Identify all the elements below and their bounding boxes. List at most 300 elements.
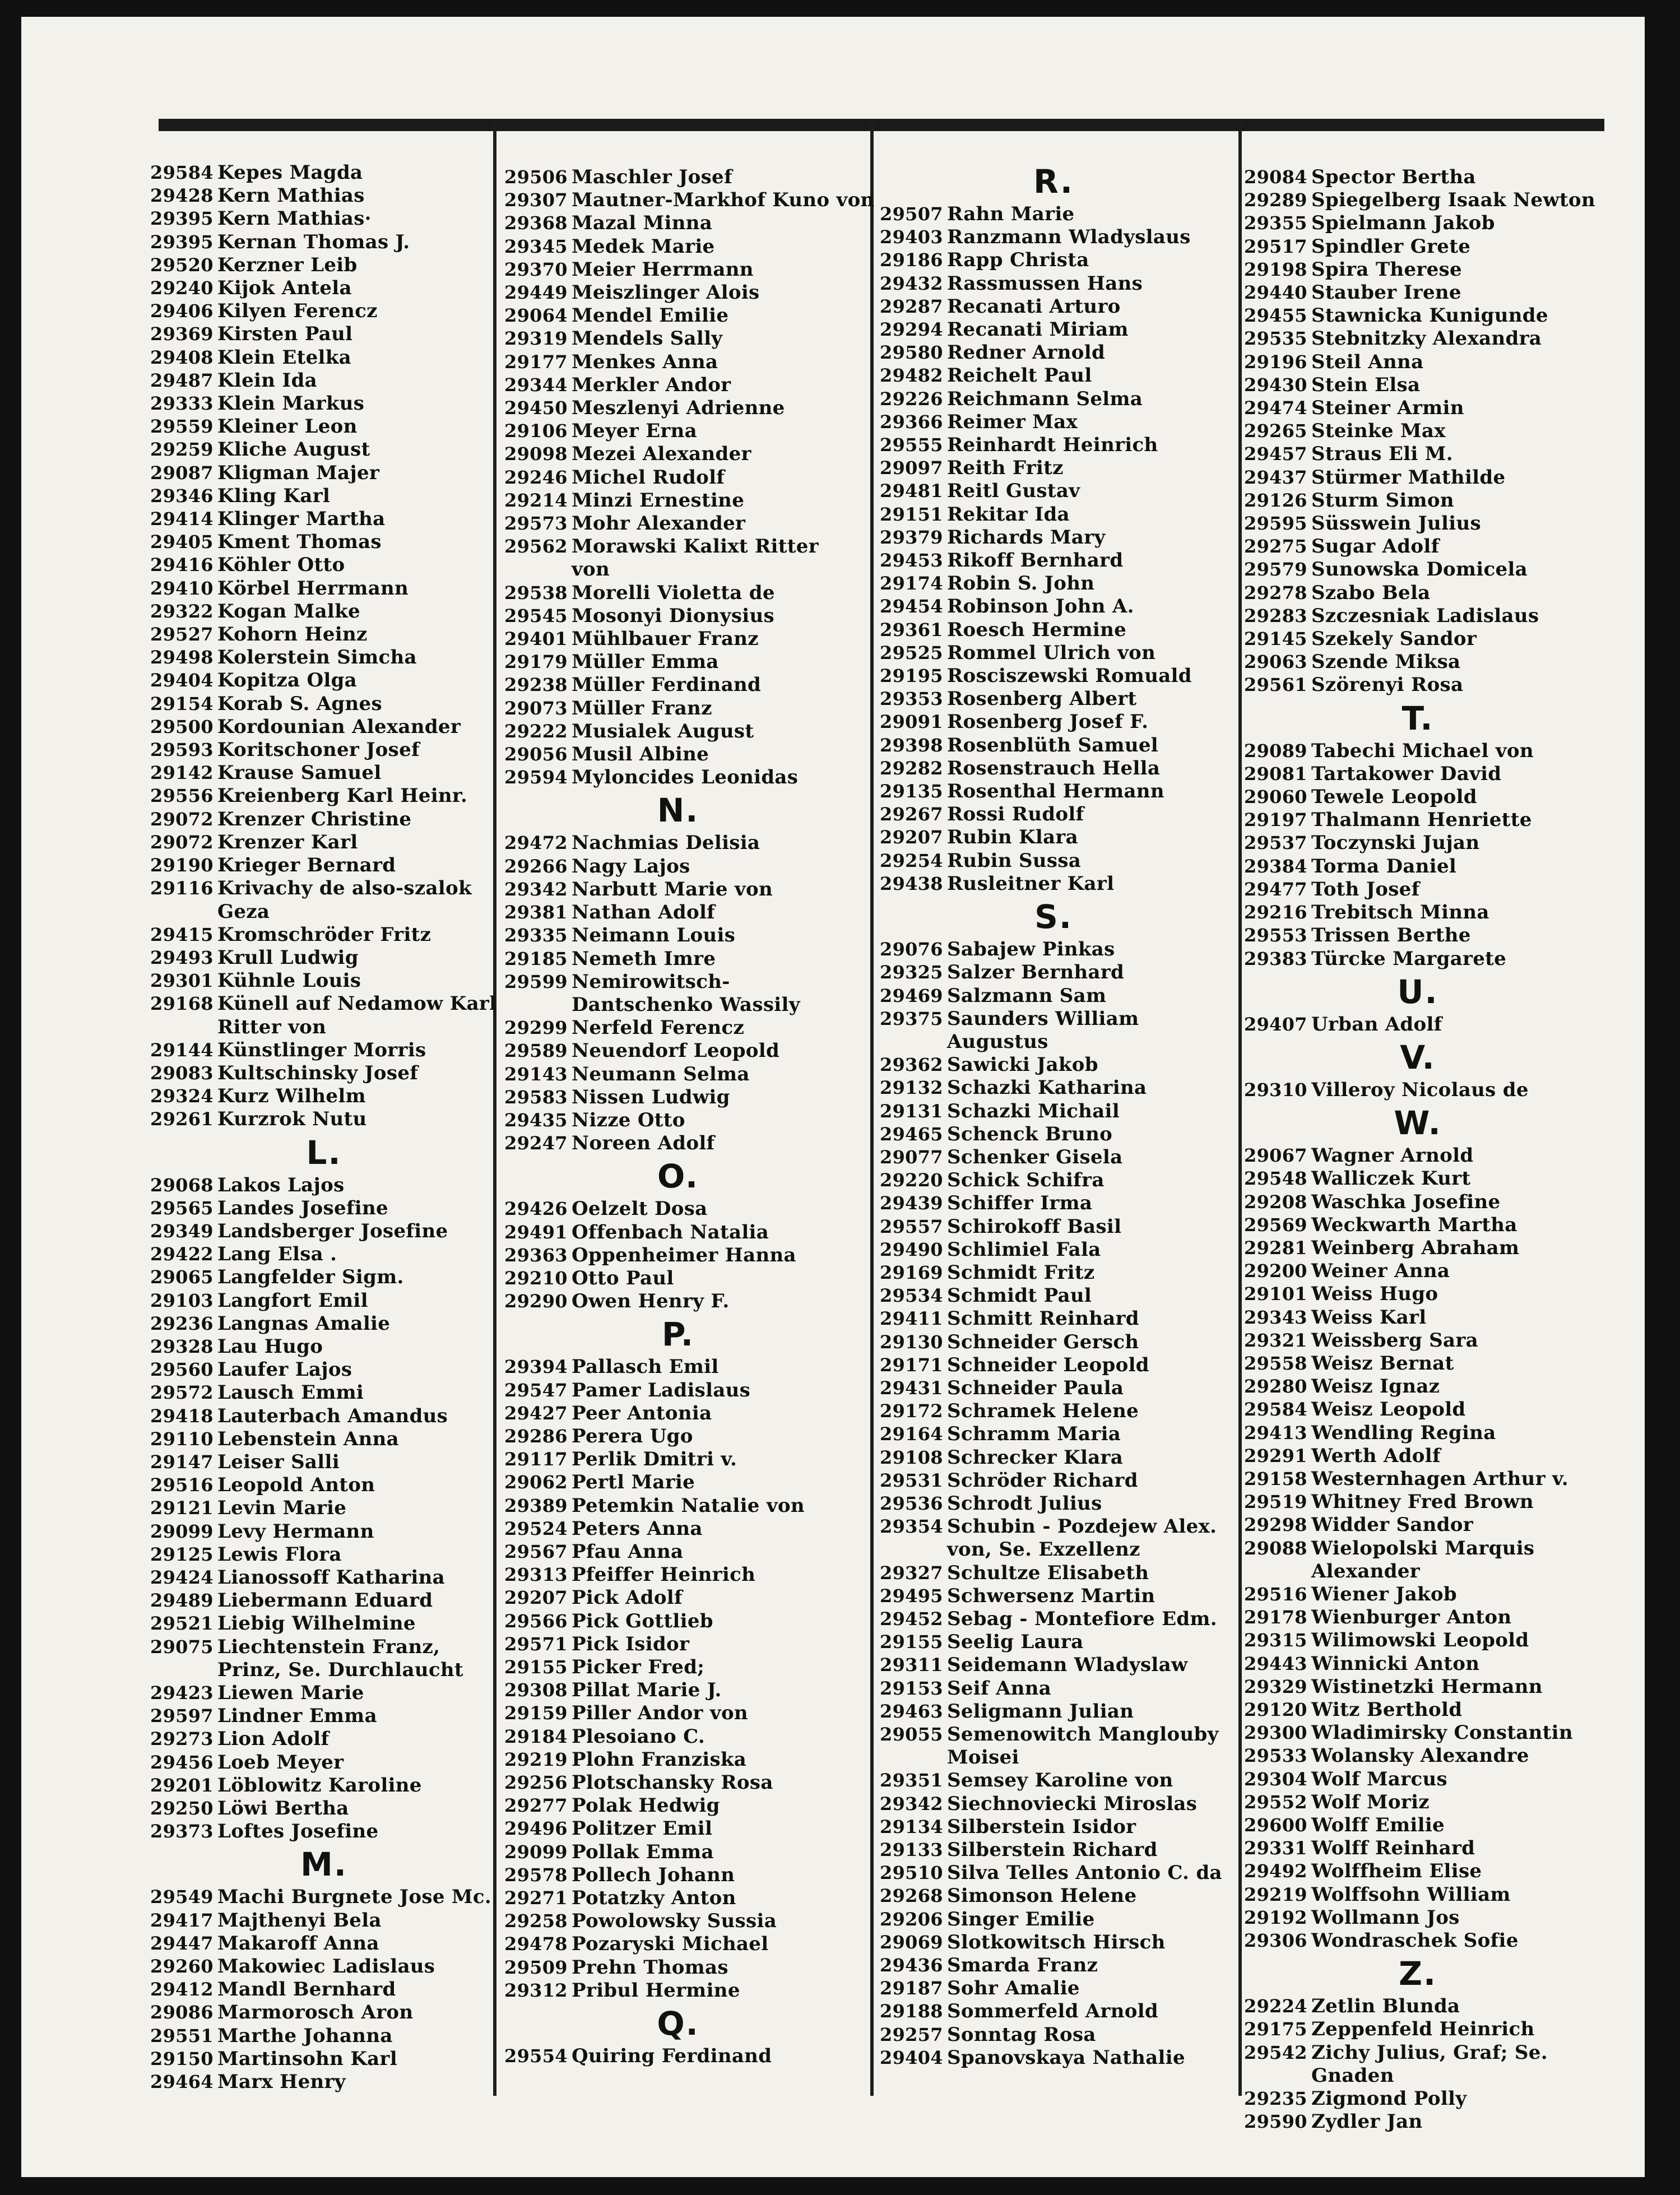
entry-number: 29083: [150, 1062, 214, 1084]
entry-name: Silberstein Richard: [947, 1839, 1158, 1862]
entry-name: Lausch Emmi: [217, 1381, 364, 1404]
list-entry: [880, 1723, 1227, 1769]
list-entry: [880, 503, 1227, 526]
entry-name: Wolf Moriz: [1311, 1790, 1430, 1813]
list-entry: [504, 1633, 852, 1656]
entry-number: 29091: [880, 711, 943, 733]
entry-number: 29067: [1244, 1145, 1307, 1167]
entry-number: 29536: [880, 1492, 943, 1514]
entry-name: Kühnle Louis: [217, 969, 361, 992]
list-entry: [880, 1885, 1227, 1908]
entry-name: Kopitza Olga: [217, 669, 357, 692]
entry-name: Tewele Leopold: [1311, 786, 1477, 809]
entry-name: Morelli Violetta de: [572, 581, 775, 604]
list-entry: [1244, 466, 1591, 489]
list-entry: [1244, 1013, 1591, 1036]
list-entry: [1244, 489, 1591, 512]
entry-number: 29496: [504, 1818, 568, 1840]
entry-name: Schneider Paula: [947, 1376, 1124, 1399]
entry-name: Leiser Salli: [217, 1450, 340, 1473]
entry-number: 29453: [880, 550, 943, 572]
entry-number: 29567: [504, 1540, 568, 1562]
entry-name: Westernhagen Arthur v.: [1311, 1467, 1568, 1490]
entry-number: 29062: [504, 1472, 568, 1493]
entry-name: Kepes Magda: [217, 161, 363, 184]
list-entry: [150, 1520, 498, 1543]
list-entry: [150, 2025, 498, 2048]
list-entry: [880, 985, 1227, 1008]
entry-name: Nagy Lajos: [572, 855, 690, 878]
entry-number: 29521: [150, 1613, 214, 1635]
list-entry: [504, 1402, 852, 1425]
list-entry: [880, 388, 1227, 411]
list-entry: [1244, 1514, 1591, 1537]
entry-number: 29406: [150, 300, 214, 322]
entry-number: 29599: [504, 971, 568, 992]
entry-number: 29401: [504, 628, 568, 650]
list-entry: [150, 1886, 498, 1909]
entry-name: Plesoiano C.: [572, 1725, 706, 1748]
entry-name: Kreienberg Karl Heinr.: [217, 785, 468, 808]
list-entry: [880, 1238, 1227, 1261]
entry-number: 29266: [504, 855, 568, 877]
entry-name: Waschka Josefine: [1311, 1190, 1501, 1213]
section-letter: S.: [1034, 898, 1073, 936]
entry-name: Robin S. John: [947, 572, 1095, 595]
entry-number: 29438: [880, 873, 943, 894]
entry-name: Rahn Marie: [947, 203, 1075, 225]
entry-name: Reichelt Paul: [947, 364, 1092, 387]
list-entry: [504, 1379, 852, 1402]
list-entry: [880, 526, 1227, 549]
entry-name: Wolffsohn William: [1311, 1883, 1511, 1906]
list-entry: [880, 642, 1227, 665]
list-entry: [1244, 1375, 1591, 1398]
list-entry: [504, 1425, 852, 1448]
entry-number: 29487: [150, 369, 214, 391]
list-entry: [504, 1086, 852, 1109]
entry-number: 29081: [1244, 763, 1307, 785]
list-entry: [504, 1471, 852, 1494]
list-entry: [504, 512, 852, 535]
list-entry: [504, 1864, 852, 1887]
entry-number: 29298: [1244, 1514, 1307, 1536]
entry-name: Toth Josef: [1311, 878, 1420, 901]
entry-number: 29342: [880, 1793, 943, 1815]
entry-name: Michel Rudolf: [572, 466, 725, 489]
entry-name: Polak Hedwig: [572, 1794, 720, 1817]
entry-number: 29164: [880, 1423, 943, 1445]
entry-number: 29554: [504, 2045, 568, 2067]
entry-name: Rosenthal Hermann: [947, 780, 1164, 803]
entry-name: Schrodt Julius: [947, 1492, 1102, 1515]
section-letter: R.: [1033, 163, 1074, 201]
entry-name: Lindner Emma: [217, 1705, 377, 1728]
entry-name: Schmitt Reinhard: [947, 1307, 1139, 1330]
entry-name: Makowiec Ladislaus: [217, 1955, 435, 1978]
entry-name: Marx Henry: [217, 2071, 346, 2094]
entry-name: Nemeth Imre: [572, 947, 716, 970]
list-entry: [504, 1725, 852, 1748]
entry-number: 29214: [504, 489, 568, 511]
entry-name: Körbel Herrmann: [217, 577, 409, 600]
entry-number: 29454: [880, 596, 943, 618]
list-entry: [880, 1908, 1227, 1931]
list-entry: [504, 1563, 852, 1586]
entry-name: Weiss Karl: [1311, 1306, 1427, 1329]
list-entry: [150, 808, 498, 831]
entry-name: Rekitar Ida: [947, 503, 1070, 526]
entry-name: Meiszlinger Alois: [572, 281, 760, 304]
list-entry: [504, 351, 852, 374]
list-entry: [150, 946, 498, 969]
section-letter: L.: [306, 1133, 342, 1172]
entry-name: Neuendorf Leopold: [572, 1040, 780, 1062]
entry-name: Pfau Anna: [572, 1540, 684, 1563]
entry-number: 29516: [150, 1474, 214, 1496]
entry-number: 29142: [150, 762, 214, 784]
section-letter: W.: [1394, 1104, 1442, 1143]
entry-number: 29169: [880, 1261, 943, 1283]
list-entry: [880, 434, 1227, 457]
list-entry: [150, 1243, 498, 1266]
list-entry: [504, 374, 852, 397]
entry-name: Tartakower David: [1311, 762, 1502, 785]
section-letter: V.: [1400, 1038, 1436, 1076]
entry-number: 29281: [1244, 1237, 1307, 1259]
entry-number: 29064: [504, 305, 568, 327]
entry-name: Lebenstein Anna: [217, 1427, 399, 1450]
entry-number: 29076: [880, 939, 943, 960]
entry-name: Weinberg Abraham: [1311, 1236, 1520, 1259]
list-entry: [150, 600, 498, 623]
entry-name: Schwersenz Martin: [947, 1584, 1155, 1607]
entry-name: Mautner-Markhof Kuno von: [572, 189, 875, 212]
list-entry: [150, 623, 498, 646]
list-entry: [150, 2048, 498, 2071]
entry-name: Plotschansky Rosa: [572, 1771, 773, 1794]
list-entry: [880, 411, 1227, 434]
entry-number: 29117: [504, 1449, 568, 1470]
entry-number: 29278: [1244, 582, 1307, 604]
entry-name: Wolansky Alexandre: [1311, 1744, 1529, 1767]
entry-number: 29116: [150, 878, 214, 899]
entry-name: Kordounian Alexander: [217, 715, 461, 738]
entry-name: Saunders William Augustus: [947, 1007, 1139, 1053]
scan-border-bottom: [0, 2177, 1680, 2195]
entry-number: 29509: [504, 1956, 568, 1978]
entry-number: 29322: [150, 600, 214, 622]
entry-number: 29216: [1244, 902, 1307, 924]
list-entry: [150, 1358, 498, 1381]
entry-name: Leopold Anton: [217, 1474, 375, 1497]
entry-number: 29147: [150, 1451, 214, 1473]
list-entry: [504, 1656, 852, 1679]
entry-name: Plohn Franziska: [572, 1748, 747, 1771]
entry-number: 29099: [150, 1520, 214, 1542]
list-entry: [150, 1266, 498, 1289]
entry-name: Stürmer Mathilde: [1311, 466, 1506, 489]
entry-name: Weisz Ignaz: [1311, 1375, 1440, 1398]
entry-number: 29465: [880, 1123, 943, 1145]
entry-name: Nathan Adolf: [572, 901, 716, 924]
list-entry: [1244, 1653, 1591, 1676]
entry-name: Nissen Ludwig: [572, 1085, 730, 1108]
entry-number: 29423: [150, 1682, 214, 1704]
list-entry: [150, 1978, 498, 2001]
list-entry: [1244, 1995, 1591, 2018]
entry-name: Lang Elsa .: [217, 1243, 337, 1266]
list-entry: [504, 901, 852, 924]
entry-name: Klein Markus: [217, 392, 365, 415]
list-entry: [880, 1400, 1227, 1423]
entry-number: 29190: [150, 855, 214, 876]
list-entry: [880, 1215, 1227, 1238]
entry-name: Kohorn Heinz: [217, 623, 368, 646]
list-entry: [880, 619, 1227, 642]
entry-name: Klinger Martha: [217, 508, 386, 531]
list-entry: [880, 1446, 1227, 1469]
entry-name: Mohr Alexander: [572, 512, 746, 535]
entry-name: Recanati Miriam: [947, 318, 1129, 341]
entry-number: 29236: [150, 1312, 214, 1334]
list-entry: [1244, 1306, 1591, 1329]
entry-name: Pick Adolf: [572, 1586, 683, 1609]
list-entry: [880, 1608, 1227, 1631]
list-entry: [150, 739, 498, 762]
list-entry: [150, 1955, 498, 1978]
entry-name: Langfelder Sigm.: [217, 1266, 404, 1289]
entry-number: 29155: [880, 1631, 943, 1653]
entry-number: 29131: [880, 1100, 943, 1122]
entry-number: 29150: [150, 2048, 214, 2069]
entry-name: Urban Adolf: [1311, 1013, 1442, 1036]
list-entry: [504, 327, 852, 350]
entry-name: Spanovskaya Nathalie: [947, 2046, 1185, 2069]
entry-name: Krenzer Christine: [217, 808, 412, 830]
list-entry: [880, 1423, 1227, 1446]
entry-name: Neimann Louis: [572, 924, 736, 947]
list-entry: [1244, 924, 1591, 947]
list-entry: [504, 1887, 852, 1910]
entry-number: 29538: [504, 582, 568, 604]
entry-name: Koritschoner Josef: [217, 739, 420, 762]
entry-name: Wolff Emilie: [1311, 1814, 1445, 1836]
list-entry: [504, 489, 852, 512]
entry-name: Picker Fred;: [572, 1655, 705, 1678]
entry-name: Musialek August: [572, 720, 754, 743]
entry-number: 29370: [504, 258, 568, 280]
entry-name: Wienburger Anton: [1311, 1606, 1512, 1629]
entry-name: Weckwarth Martha: [1311, 1213, 1517, 1236]
entry-name: Szabo Bela: [1311, 581, 1431, 604]
entry-name: Musil Albine: [572, 743, 709, 766]
list-entry: [1244, 1606, 1591, 1629]
entry-number: 29261: [150, 1108, 214, 1130]
entry-number: 29206: [880, 1908, 943, 1930]
entry-number: 29088: [1244, 1537, 1307, 1559]
entry-number: 29188: [880, 2001, 943, 2022]
entry-number: 29527: [150, 624, 214, 646]
entry-number: 29277: [504, 1795, 568, 1817]
list-entry: [150, 762, 498, 785]
list-entry: [150, 1909, 498, 1932]
entry-number: 29464: [150, 2071, 214, 2093]
entry-number: 29415: [150, 924, 214, 945]
entry-name: Wiener Jakob: [1311, 1583, 1457, 1605]
list-entry: [880, 665, 1227, 688]
list-entry: [1244, 1929, 1591, 1952]
list-entry: [1244, 304, 1591, 327]
list-entry: [150, 1220, 498, 1243]
list-entry: [150, 877, 498, 923]
entry-number: 29478: [504, 1933, 568, 1955]
list-entry: [1244, 809, 1591, 832]
entry-name: Rosenberg Albert: [947, 688, 1137, 711]
entry-name: Thalmann Henriette: [1311, 809, 1532, 832]
list-entry: [1244, 1721, 1591, 1744]
entry-number: 29439: [880, 1192, 943, 1214]
list-entry: [1244, 2018, 1591, 2041]
list-entry: [150, 323, 498, 346]
entry-number: 29185: [504, 948, 568, 969]
list-entry: [1244, 1814, 1591, 1837]
list-entry: [1244, 1768, 1591, 1791]
entry-name: Sawicki Jakob: [947, 1054, 1098, 1076]
entry-name: Meyer Erna: [572, 420, 697, 443]
entry-number: 29482: [880, 365, 943, 387]
entry-name: Piller Andor von: [572, 1702, 748, 1725]
list-entry: [150, 1474, 498, 1497]
entry-name: Schultze Elisabeth: [947, 1561, 1149, 1584]
entry-name: Liewen Marie: [217, 1682, 364, 1704]
entry-name: Straus Eli M.: [1311, 443, 1453, 466]
entry-name: Spira Therese: [1311, 258, 1462, 281]
list-entry: [1244, 397, 1591, 420]
entry-name: Müller Franz: [572, 697, 712, 720]
list-entry: [880, 1793, 1227, 1816]
entry-number: 29457: [1244, 443, 1307, 465]
list-entry: [150, 1751, 498, 1774]
entry-name: Kurz Wilhelm: [217, 1085, 366, 1108]
entry-number: 29235: [1244, 2088, 1307, 2110]
entry-name: Szekely Sandor: [1311, 628, 1477, 651]
entry-number: 29310: [1244, 1079, 1307, 1101]
list-entry: [1244, 535, 1591, 558]
entry-name: Sebag - Montefiore Edm.: [947, 1607, 1217, 1630]
list-entry: [504, 1794, 852, 1817]
list-entry: [150, 1589, 498, 1612]
entry-name: Krull Ludwig: [217, 946, 359, 969]
entry-name: Steil Anna: [1311, 350, 1424, 373]
entry-name: Nachmias Delisia: [572, 832, 760, 855]
entry-name: Mazal Minna: [572, 212, 713, 235]
entry-name: Perlik Dmitri v.: [572, 1448, 737, 1471]
list-entry: [504, 1817, 852, 1840]
section-letter: O.: [657, 1157, 699, 1196]
entry-name: Stebnitzky Alexandra: [1311, 327, 1542, 350]
entry-name: Pozaryski Michael: [572, 1933, 769, 1956]
entry-number: 29198: [1244, 258, 1307, 280]
entry-number: 29405: [150, 531, 214, 553]
entry-name: Toczynski Jujan: [1311, 832, 1480, 855]
entry-number: 29524: [504, 1518, 568, 1539]
entry-name: Kliche August: [217, 438, 370, 461]
entry-name: Langnas Amalie: [217, 1312, 391, 1335]
entry-number: 29258: [504, 1910, 568, 1932]
entry-name: Pollak Emma: [572, 1840, 714, 1863]
entry-name: Landes Josefine: [217, 1196, 388, 1219]
list-entry: [1244, 1883, 1591, 1906]
entry-name: Silva Telles Antonio C. da: [947, 1862, 1222, 1885]
entry-name: Redner Arnold: [947, 341, 1106, 364]
entry-number: 29398: [880, 734, 943, 756]
entry-number: 29177: [504, 351, 568, 373]
entry-name: Seidemann Wladyslaw: [947, 1654, 1188, 1677]
entry-name: Villeroy Nicolaus de: [1311, 1078, 1529, 1101]
list-entry: [504, 582, 852, 605]
entry-number: 29481: [880, 480, 943, 502]
entry-name: Lau Hugo: [217, 1335, 323, 1358]
entry-number: 29353: [880, 688, 943, 710]
entry-name: Klein Etelka: [217, 346, 351, 369]
list-entry: [150, 1108, 498, 1131]
list-entry: [504, 971, 852, 1017]
entry-number: 29321: [1244, 1329, 1307, 1351]
entry-name: Weiss Hugo: [1311, 1283, 1438, 1306]
entry-name: Walliczek Kurt: [1311, 1167, 1471, 1190]
entry-name: Stein Elsa: [1311, 373, 1421, 396]
list-entry: [1244, 166, 1591, 189]
list-entry: [150, 508, 498, 531]
entry-name: Zetlin Blunda: [1311, 1995, 1460, 2018]
list-entry: [880, 780, 1227, 803]
list-entry: [150, 1381, 498, 1404]
list-entry: [880, 734, 1227, 757]
list-entry: [1244, 351, 1591, 374]
entry-number: 29333: [150, 393, 214, 415]
entry-name: Schmidt Fritz: [947, 1261, 1095, 1284]
entry-name: Wielopolski Marquis Alexander: [1311, 1537, 1535, 1583]
entry-name: Landsberger Josefine: [217, 1219, 448, 1242]
list-entry: [1244, 512, 1591, 535]
list-entry: [504, 1910, 852, 1933]
entry-name: Rapp Christa: [947, 249, 1089, 272]
entry-number: 29282: [880, 757, 943, 779]
entry-number: 29099: [504, 1841, 568, 1863]
entry-name: Mendel Emilie: [572, 304, 729, 327]
entry-number: 29579: [1244, 559, 1307, 581]
list-entry: [150, 1932, 498, 1955]
entry-name: Meszlenyi Adrienne: [572, 397, 785, 420]
list-entry: [880, 711, 1227, 734]
list-entry: [150, 184, 498, 207]
entry-name: Morawski Kalixt Ritter von: [572, 535, 819, 581]
entry-name: Marmorosch Aron: [217, 2001, 414, 2024]
entry-number: 29552: [1244, 1791, 1307, 1813]
entry-name: Löwi Bertha: [217, 1797, 349, 1820]
entry-number: 29517: [1244, 235, 1307, 257]
section-letter: P.: [662, 1315, 694, 1354]
entry-name: Widder Sandor: [1311, 1514, 1473, 1537]
entry-number: 29098: [504, 443, 568, 465]
list-entry: [504, 948, 852, 971]
list-entry: [1244, 1791, 1591, 1814]
entry-name: Krenzer Karl: [217, 830, 358, 853]
entry-number: 29219: [1244, 1883, 1307, 1905]
entry-number: 29520: [150, 254, 214, 276]
list-entry: [150, 277, 498, 300]
